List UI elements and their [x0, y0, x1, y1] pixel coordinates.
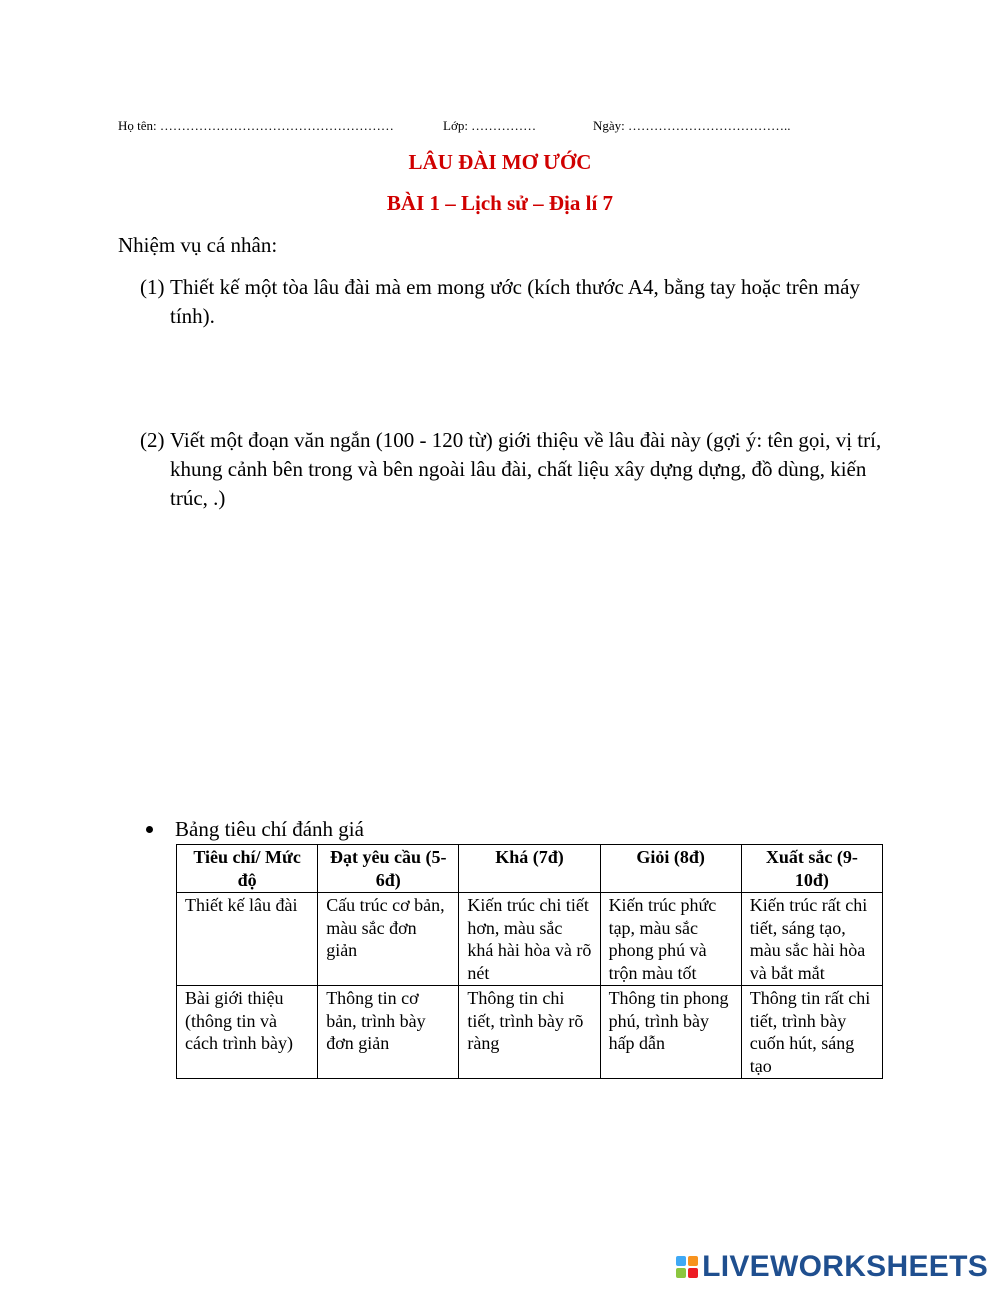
table-row	[177, 986, 883, 1079]
logo-text: LIVEWORKSHEETS	[702, 1250, 988, 1283]
worksheet-subtitle: BÀI 1 – Lịch sử – Địa lí 7	[386, 191, 614, 215]
bullet-icon	[146, 826, 153, 833]
rubric-label-text: Bảng tiêu chí đánh giá	[175, 817, 364, 841]
table-header-row	[177, 845, 883, 893]
header-cell: Giỏi (8đ)	[600, 845, 741, 893]
header-cell: Khá (7đ)	[459, 845, 600, 893]
header-cell: Xuất sắc (9-10đ)	[741, 845, 882, 893]
student-info-line	[118, 118, 791, 134]
logo-blocks-icon	[676, 1256, 698, 1278]
table-cell: Thông tin phong phú, trình bày hấp dẫn	[600, 986, 741, 1079]
table-cell: Cấu trúc cơ bản, màu sắc đơn giản	[318, 893, 459, 986]
rubric-table	[176, 844, 883, 1079]
task-text: Viết một đoạn văn ngắn (100 - 120 từ) giới thiệu về lâu đài này (gợi ý: tên gọi, vị trí, khung cảnh bên trong và bên ngoài lâu đài, chất liệu xây dựng dựng, đồ dùng, kiến trúc, .)	[170, 428, 882, 510]
worksheet-title: LÂU ĐÀI MƠ ƯỚC	[408, 150, 592, 174]
table-cell: Thông tin rất chi tiết, trình bày cuốn hút, sáng tạo	[741, 986, 882, 1079]
header-cell: Đạt yêu cầu (5-6đ)	[318, 845, 459, 893]
table-cell: Thiết kế lâu đài	[177, 893, 318, 986]
task-item-1	[140, 273, 885, 331]
class-field-label: Lớp: ……………	[443, 118, 537, 133]
table-row	[177, 893, 883, 986]
table-cell: Kiến trúc phức tạp, màu sắc phong phú và trộn màu tốt	[600, 893, 741, 986]
logo-block	[676, 1268, 686, 1278]
task-number: (2)	[140, 428, 165, 452]
table-cell: Kiến trúc chi tiết hơn, màu sắc khá hài hòa và rõ nét	[459, 893, 600, 986]
rubric-label	[146, 817, 364, 842]
table-cell: Bài giới thiệu (thông tin và cách trình bày)	[177, 986, 318, 1079]
logo-block	[676, 1256, 686, 1266]
task-number: (1)	[140, 275, 165, 299]
task-item-2	[140, 426, 885, 513]
table-cell: Thông tin cơ bản, trình bày đơn giản	[318, 986, 459, 1079]
logo-block	[688, 1268, 698, 1278]
task-text: Thiết kế một tòa lâu đài mà em mong ước (kích thước A4, bằng tay hoặc trên máy tính).	[170, 275, 860, 328]
name-field-label: Họ tên: ………………………………………………	[118, 118, 394, 133]
logo-block	[688, 1256, 698, 1266]
table-cell: Kiến trúc rất chi tiết, sáng tạo, màu sắc hài hòa và bắt mắt	[741, 893, 882, 986]
task-heading: Nhiệm vụ cá nhân:	[118, 233, 278, 257]
date-field-label: Ngày: ………………………………..	[593, 118, 791, 133]
liveworksheets-logo	[676, 1250, 988, 1284]
header-cell: Tiêu chí/ Mức độ	[177, 845, 318, 893]
table-cell: Thông tin chi tiết, trình bày rõ ràng	[459, 986, 600, 1079]
